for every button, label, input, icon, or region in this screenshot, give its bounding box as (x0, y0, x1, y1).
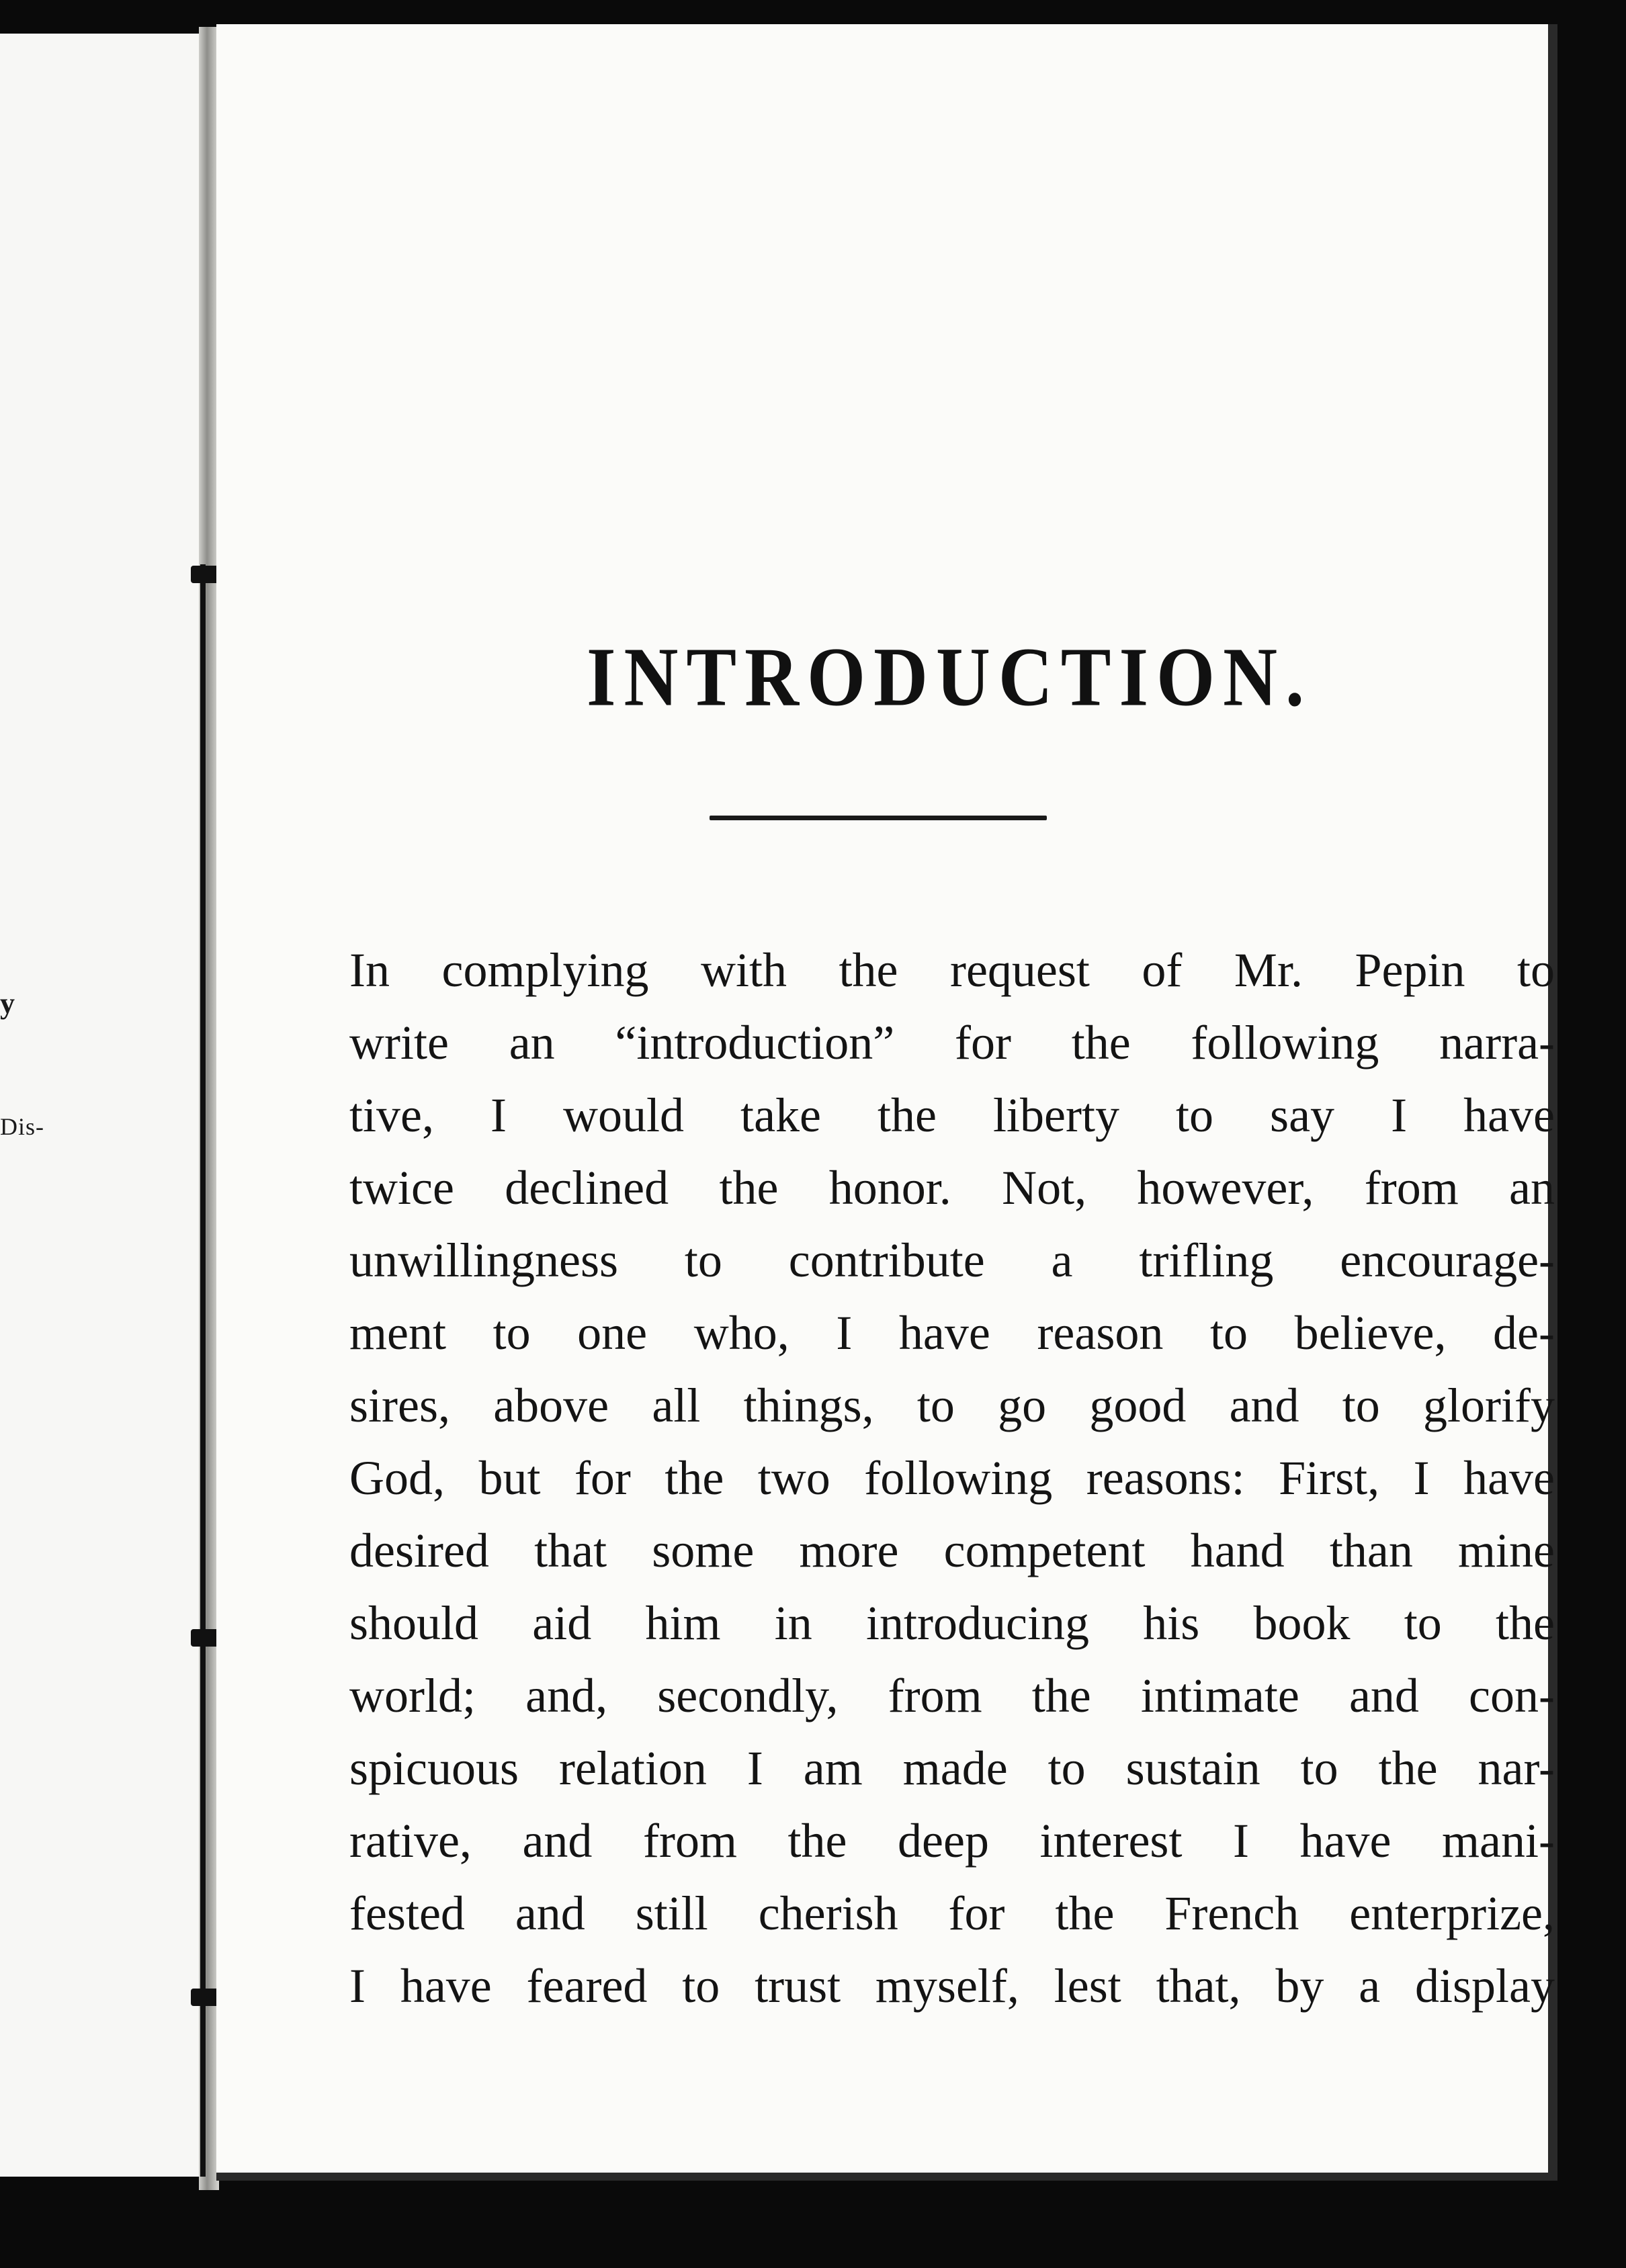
text-line: I have feared to trust myself, lest that, by a display (349, 1959, 1555, 2013)
text-line: tive, I would take the liberty to say I have (349, 1088, 1555, 1142)
text-line: spicuous relation I am made to sustain to the nar- (349, 1741, 1555, 1795)
text-line: write an “introduction” for the following narra- (349, 1016, 1555, 1070)
text-line: desired that some more competent hand than mine (349, 1524, 1555, 1577)
text-line: sires, above all things, to go good and to glorify (349, 1379, 1555, 1432)
book-page (216, 24, 1557, 2181)
text-line: world; and, secondly, from the intimate and con- (349, 1669, 1555, 1722)
text-line: rative, and from the deep interest I have mani- (349, 1814, 1555, 1868)
binding-stitch (191, 1629, 219, 1647)
text-line: ment to one who, I have reason to believe, de- (349, 1306, 1555, 1360)
text-line: unwillingness to contribute a trifling encourage- (349, 1233, 1555, 1287)
page-title: INTRODUCTION. (586, 630, 1313, 724)
text-line: twice declined the honor. Not, however, from an (349, 1161, 1555, 1215)
text-line: God, but for the two following reasons: First, I have (349, 1451, 1555, 1505)
title-divider (710, 816, 1047, 820)
text-line: In complying with the request of Mr. Pepin to (349, 943, 1555, 997)
text-line: fested and still cherish for the French enterprize, (349, 1886, 1555, 1940)
text-line: should aid him in introducing his book to the (349, 1596, 1555, 1650)
body-text (349, 934, 1555, 2022)
binding-stitch (191, 1989, 219, 2006)
facing-page-fragment: y (0, 987, 15, 1020)
binding-thread (200, 564, 206, 2177)
facing-page-fragment: Dis- (0, 1113, 44, 1140)
facing-page-left (0, 34, 199, 2177)
binding-stitch (191, 566, 219, 583)
